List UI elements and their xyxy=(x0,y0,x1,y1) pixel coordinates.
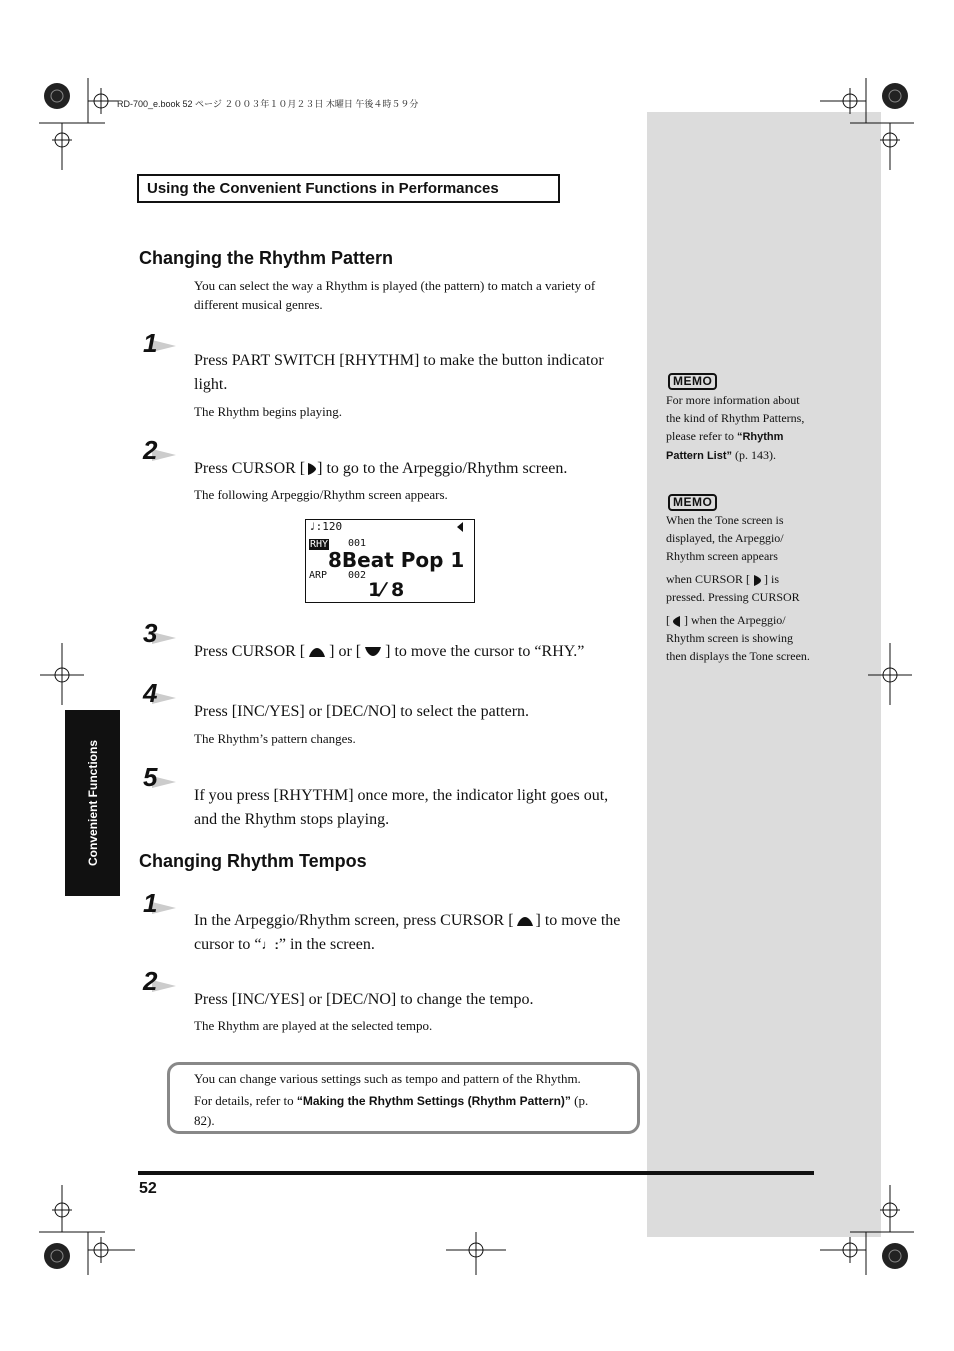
lcd-screen xyxy=(305,519,475,603)
step-text: If you press [RHYTHM] once more, the indicator light goes out, and the Rhythm stops playing. xyxy=(194,787,609,828)
lcd-tempo-row: ♩:120 xyxy=(309,520,343,533)
step-text: Press PART SWITCH [RHYTHM] to make the button indicator light. xyxy=(194,352,604,393)
step-text: In the Arpeggio/Rhythm screen, press CURSOR [ ] to move the cursor to “♩:” in the screen. xyxy=(194,912,621,953)
step-text: Press CURSOR [ ] or [ ] to move the cursor to “RHY.” xyxy=(194,643,585,660)
footer-rule xyxy=(138,1171,814,1175)
lcd-rhy-label: RHY xyxy=(310,539,329,550)
memo-text: When the Tone screen is displayed, the Arpeggio/ Rhythm screen appears when CURSOR [ ] is pressed. Pressing CURSOR [ ] when the Arpeggio/ Rhythm screen is showing then displays the Tone screen. xyxy=(666,513,810,663)
cursor-up-icon xyxy=(516,915,534,927)
step-note: The following Arpeggio/Rhythm screen appears. xyxy=(194,487,448,502)
cursor-down-icon xyxy=(364,646,382,658)
lcd-arp-number: 002 xyxy=(348,570,367,581)
cursor-left-icon xyxy=(455,522,465,532)
memo-badge: MEMO xyxy=(668,372,717,390)
section-intro: You can select the way a Rhythm is played (the pattern) to match a variety of different musical genres. xyxy=(194,278,596,312)
lcd-pattern-name: 8Beat Pop 1 xyxy=(328,548,465,572)
chapter-side-tab: Convenient Functions xyxy=(65,710,120,896)
step-note: The Rhythm’s pattern changes. xyxy=(194,731,356,746)
chapter-header: Using the Convenient Functions in Performances xyxy=(137,174,560,203)
cursor-left-icon xyxy=(672,615,682,628)
step-note: The Rhythm begins playing. xyxy=(194,404,343,419)
step-number: 4 xyxy=(143,678,158,708)
cursor-right-icon xyxy=(752,574,762,587)
section-title-rhythm-pattern: Changing the Rhythm Pattern xyxy=(139,248,394,268)
step-number: 2 xyxy=(143,435,158,465)
lcd-arp-label: ARP xyxy=(309,570,328,581)
cursor-up-icon xyxy=(308,646,326,658)
step-text: Press CURSOR [ ] to go to the Arpeggio/Rhythm screen. xyxy=(194,460,568,477)
section-title-rhythm-tempos: Changing Rhythm Tempos xyxy=(139,851,367,871)
memo-badge: MEMO xyxy=(668,493,717,511)
note-text: You can change various settings such as tempo and pattern of the Rhythm. For details, refer to “Making the Rhythm Settings (Rhythm Pattern)” (p. 82). xyxy=(194,1071,589,1128)
step-number: 2 xyxy=(143,966,158,996)
step-text: Press [INC/YES] or [DEC/NO] to select the pattern. xyxy=(194,703,530,720)
page-number: 52 xyxy=(139,1180,157,1197)
step-number: 1 xyxy=(143,888,158,918)
memo-text: For more information about the kind of Rhythm Patterns, please refer to “Rhythm Pattern List” (p. 143). xyxy=(666,393,805,462)
lcd-rhy-number: 001 xyxy=(348,538,367,549)
lcd-fraction: 1⁄ 8 xyxy=(368,579,405,601)
tempo-note-icon: ♩: xyxy=(261,937,279,952)
step-number: 5 xyxy=(143,762,158,792)
print-info-line: RD-700_e.book 52 ページ ２００３年１０月２３日 木曜日 午後４時５９分 xyxy=(117,99,419,109)
step-text: Press [INC/YES] or [DEC/NO] to change the tempo. xyxy=(194,991,534,1008)
step-note: The Rhythm are played at the selected tempo. xyxy=(194,1018,433,1033)
step-number: 1 xyxy=(143,328,158,358)
cursor-right-icon xyxy=(305,462,317,476)
step-number: 3 xyxy=(143,618,158,648)
